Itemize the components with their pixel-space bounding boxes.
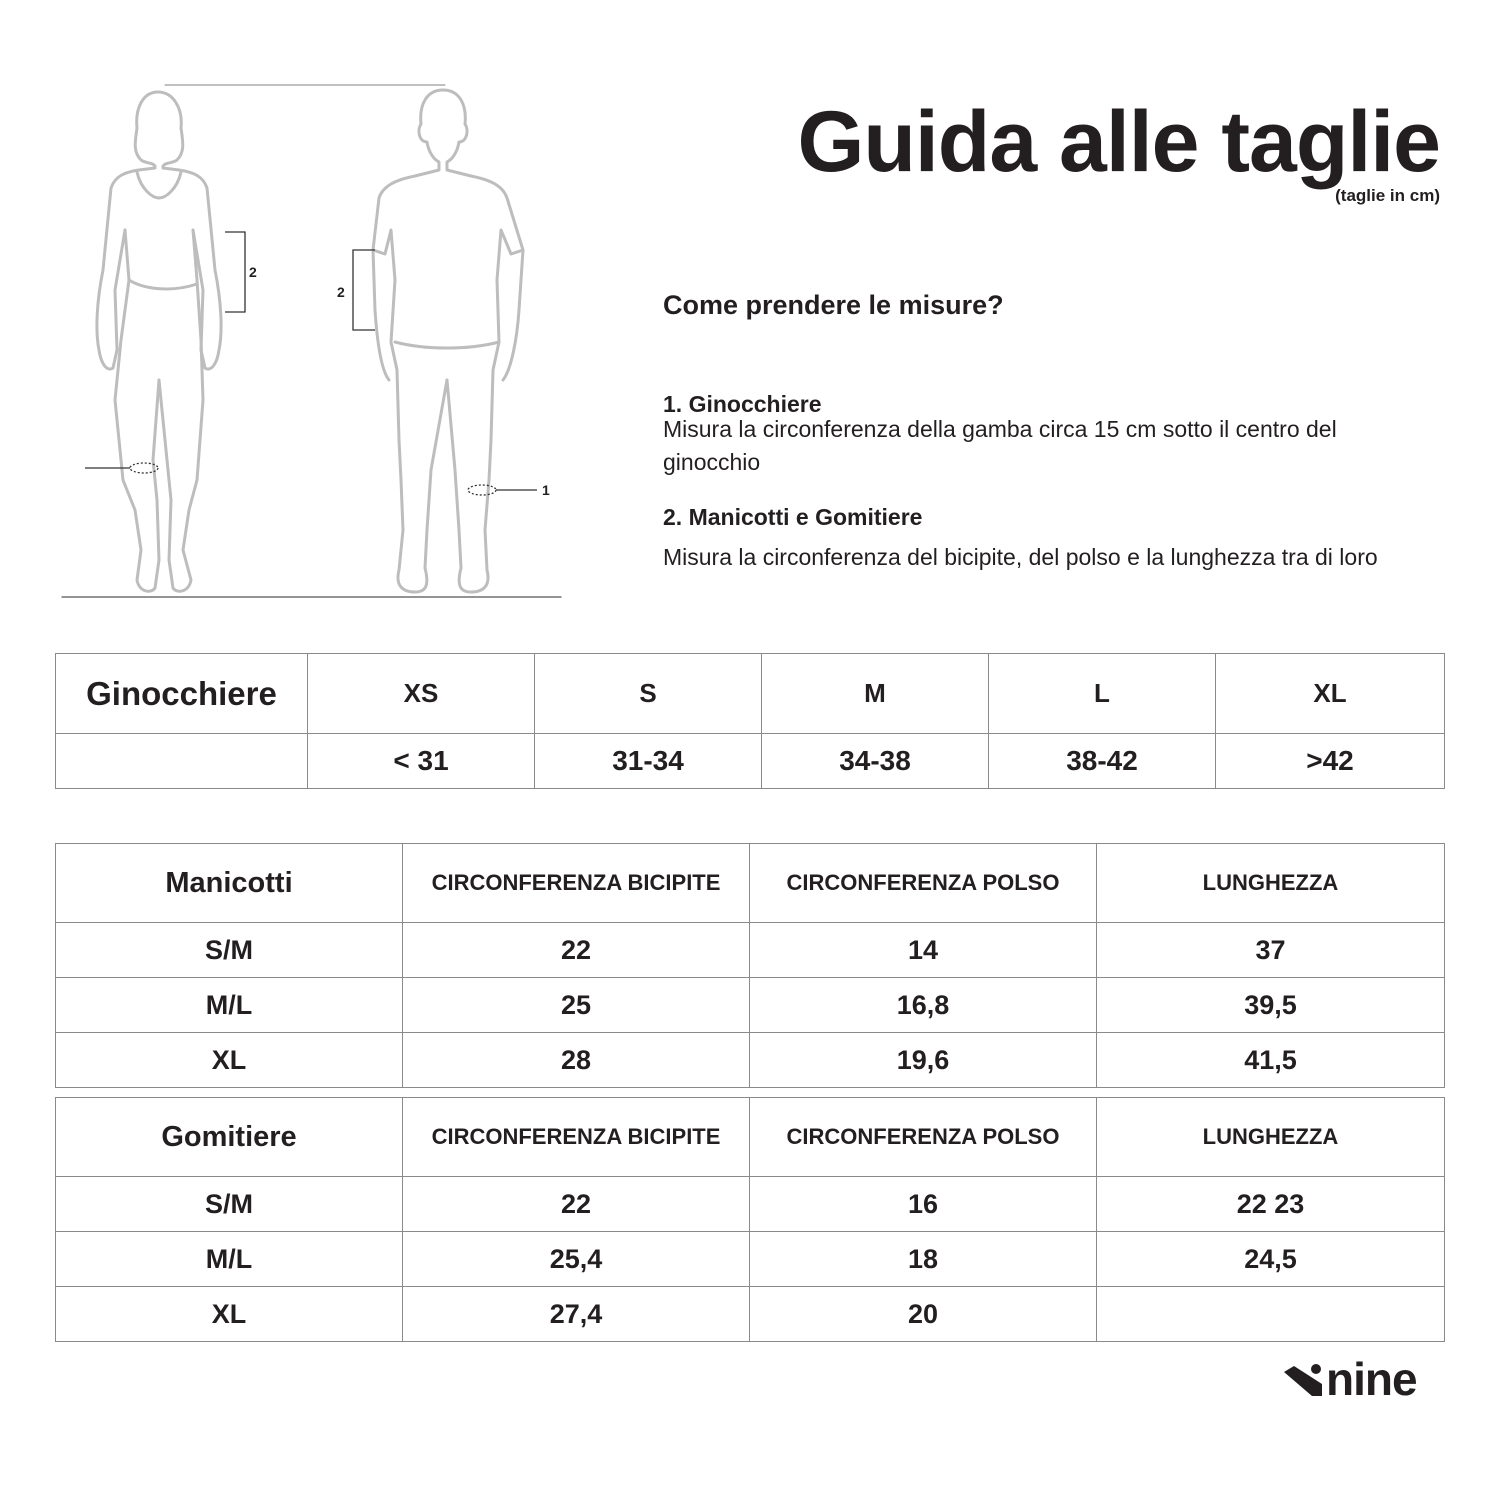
table-row [56, 978, 1445, 1033]
row-size-label: S/M [56, 1177, 403, 1232]
biceps-value: 22 [403, 923, 750, 978]
size-header-s: S [535, 654, 762, 734]
knee-value-xl: >42 [1216, 734, 1445, 789]
length-value: 22 23 [1097, 1177, 1445, 1232]
biceps-value: 25 [403, 978, 750, 1033]
column-header-wrist: CIRCONFERENZA POLSO [750, 844, 1097, 923]
length-value: 24,5 [1097, 1232, 1445, 1287]
column-header-biceps: CIRCONFERENZA BICIPITE [403, 1098, 750, 1177]
knee-empty-cell [56, 734, 308, 789]
instruction-1-text: Misura la circonferenza della gamba circa 15 cm sotto il centro del ginocchio [663, 416, 1337, 475]
wrist-value: 14 [750, 923, 1097, 978]
biceps-value: 28 [403, 1033, 750, 1088]
label-arm-man: 2 [337, 284, 345, 300]
biceps-value: 27,4 [403, 1287, 750, 1342]
instruction-1-title: 1. Ginocchiere [663, 391, 822, 417]
wrist-value: 20 [750, 1287, 1097, 1342]
length-value: 39,5 [1097, 978, 1445, 1033]
wrist-value: 16 [750, 1177, 1097, 1232]
row-size-label: XL [56, 1287, 403, 1342]
size-header-xs: XS [308, 654, 535, 734]
label-arm-woman: 2 [249, 264, 257, 280]
table-row [56, 923, 1445, 978]
wrist-value: 18 [750, 1232, 1097, 1287]
knee-size-table [55, 653, 1445, 789]
instruction-2-text: Misura la circonferenza del bicipite, del polso e la lunghezza tra di loro [663, 544, 1378, 570]
body-outline-illustration [55, 80, 575, 610]
knee-value-xs: < 31 [308, 734, 535, 789]
sleeves-table-title: Manicotti [56, 844, 403, 923]
label-knee-man: 1 [542, 482, 550, 498]
wrist-value: 16,8 [750, 978, 1097, 1033]
size-header-m: M [762, 654, 989, 734]
length-value: 41,5 [1097, 1033, 1445, 1088]
page-title: Guida alle taglie [797, 94, 1440, 190]
row-size-label: XL [56, 1033, 403, 1088]
biceps-value: 22 [403, 1177, 750, 1232]
elbows-table-title: Gomitiere [56, 1098, 403, 1177]
instruction-2-title: 2. Manicotti e Gomitiere [663, 504, 923, 530]
measurement-figures [55, 80, 575, 610]
nine-logo-icon [1282, 1356, 1442, 1400]
length-value: 37 [1097, 923, 1445, 978]
table-row [56, 1232, 1445, 1287]
column-header-length: LUNGHEZZA [1097, 844, 1445, 923]
row-size-label: M/L [56, 1232, 403, 1287]
knee-table-title: Ginocchiere [56, 654, 308, 734]
table-row [56, 1287, 1445, 1342]
table-row [56, 1177, 1445, 1232]
knee-value-l: 38-42 [989, 734, 1216, 789]
units-note: (taglie in cm) [1335, 186, 1440, 205]
biceps-value: 25,4 [403, 1232, 750, 1287]
length-value [1097, 1287, 1445, 1342]
size-header-xl: XL [1216, 654, 1445, 734]
elbows-size-table [55, 1097, 1445, 1342]
brand-logo [1282, 1356, 1442, 1400]
row-size-label: M/L [56, 978, 403, 1033]
row-size-label: S/M [56, 923, 403, 978]
instructions-heading: Come prendere le misure? [663, 290, 1004, 320]
sleeves-size-table [55, 843, 1445, 1088]
size-header-l: L [989, 654, 1216, 734]
column-header-biceps: CIRCONFERENZA BICIPITE [403, 844, 750, 923]
brand-name: nine [1326, 1356, 1417, 1400]
knee-value-m: 34-38 [762, 734, 989, 789]
table-row [56, 1033, 1445, 1088]
wrist-value: 19,6 [750, 1033, 1097, 1088]
column-header-length: LUNGHEZZA [1097, 1098, 1445, 1177]
knee-value-s: 31-34 [535, 734, 762, 789]
column-header-wrist: CIRCONFERENZA POLSO [750, 1098, 1097, 1177]
